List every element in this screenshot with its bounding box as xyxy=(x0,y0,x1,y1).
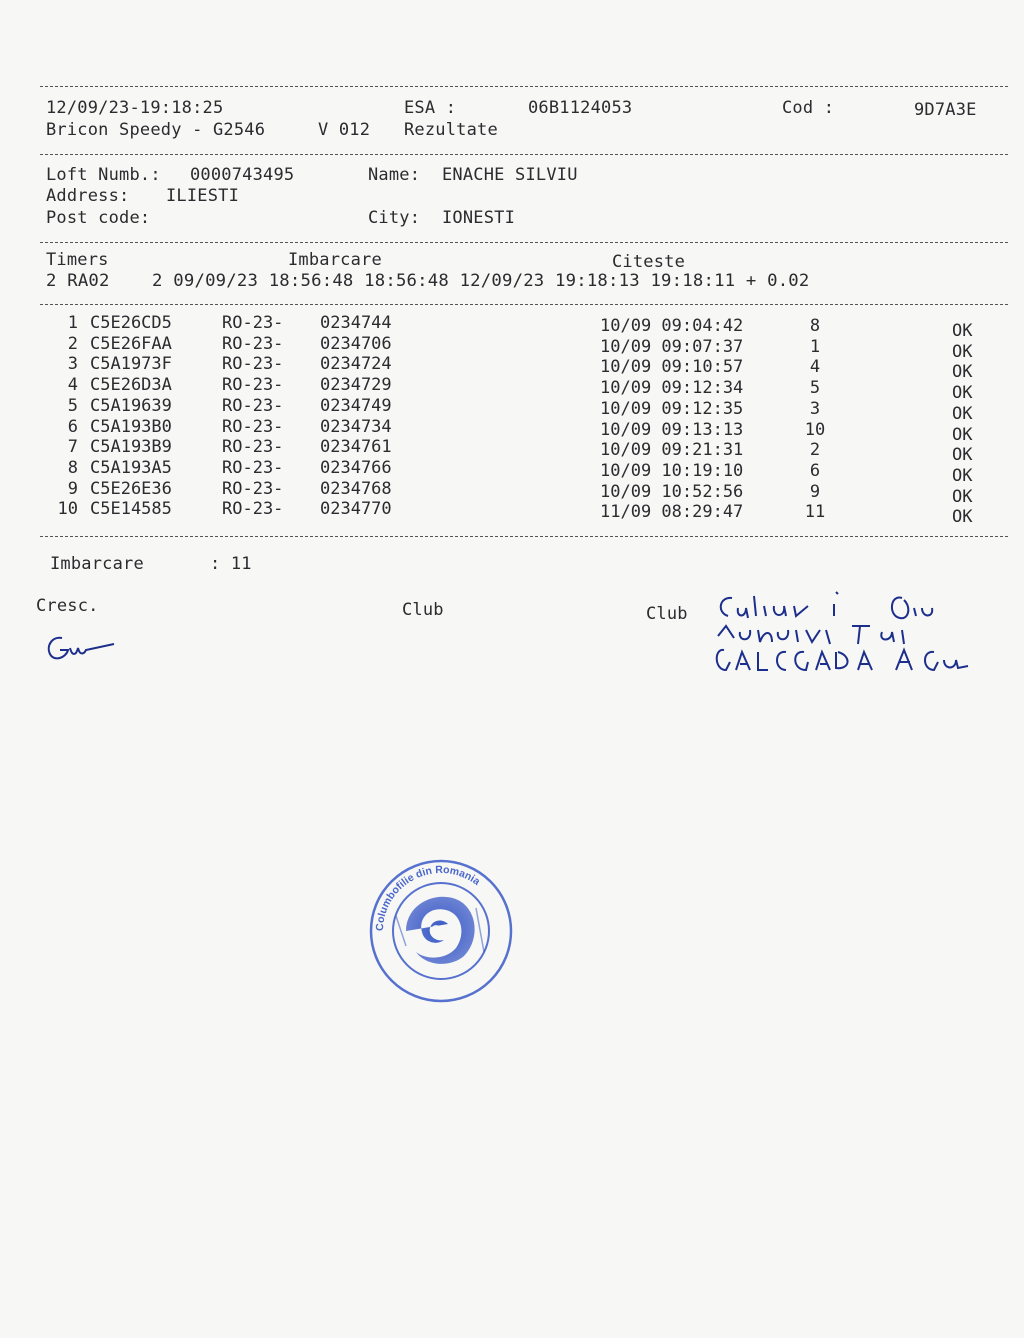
arrival-rank: 2 xyxy=(809,440,821,461)
separator-header xyxy=(40,154,1008,155)
table-row xyxy=(0,435,1024,466)
arrival-rank: 4 xyxy=(809,357,821,378)
citeste-heading: Citeste xyxy=(612,252,686,272)
status-ok: OK xyxy=(952,362,973,383)
chip-id: C5E26FAA xyxy=(90,333,172,354)
arrival-rank: 5 xyxy=(809,378,821,399)
table-row xyxy=(0,354,1024,383)
loft-number-label: Loft Numb.: xyxy=(46,165,161,185)
separator-results xyxy=(40,536,1008,537)
city-label: City: xyxy=(368,208,421,228)
name-label: Name: xyxy=(368,165,421,185)
ring-series: RO-23- xyxy=(222,457,284,478)
table-row xyxy=(0,415,1024,445)
ring-number: 0234768 xyxy=(320,478,392,499)
status-ok: OK xyxy=(952,507,973,528)
ring-number: 0234744 xyxy=(320,313,392,333)
table-row xyxy=(0,313,1024,341)
timers-label: Timers xyxy=(46,250,109,270)
status-ok: OK xyxy=(952,403,973,424)
ring-series: RO-23- xyxy=(222,499,284,520)
table-row xyxy=(0,395,1024,424)
cresc-label: Cresc. xyxy=(36,596,99,616)
ring-number: 0234734 xyxy=(320,416,392,437)
post-code-label: Post code: xyxy=(46,208,151,228)
device-name: Bricon Speedy - G2546 xyxy=(46,120,266,140)
arrival-time: 10/09 09:12:34 xyxy=(600,378,744,399)
chip-id: C5E26E36 xyxy=(90,478,172,499)
row-number: 10 xyxy=(57,499,78,520)
arrival-time: 10/09 09:12:35 xyxy=(600,398,744,419)
table-row xyxy=(0,497,1024,528)
arrival-rank: 6 xyxy=(809,460,821,481)
cod-value: 9D7A3E xyxy=(914,100,977,120)
ring-series: RO-23- xyxy=(222,437,284,458)
chip-id: C5A193A5 xyxy=(90,457,172,478)
arrival-rank: 3 xyxy=(809,398,821,419)
city-value: IONESTI xyxy=(442,208,516,228)
ring-series: RO-23- xyxy=(222,478,284,499)
arrival-rank: 9 xyxy=(809,481,821,502)
ring-number: 0234729 xyxy=(320,375,392,396)
esa-label: ESA : xyxy=(404,98,457,118)
ring-series: RO-23- xyxy=(222,395,284,416)
arrival-time: 10/09 09:13:13 xyxy=(600,419,744,440)
club-handwritten-note xyxy=(712,586,992,676)
ring-series: RO-23- xyxy=(222,375,284,396)
address-value: ILIESTI xyxy=(166,186,240,206)
arrival-time: 10/09 09:10:57 xyxy=(600,357,744,378)
firmware-version: V 012 xyxy=(318,120,371,140)
row-number: 9 xyxy=(67,478,78,499)
arrival-time: 10/09 10:52:56 xyxy=(600,481,744,502)
ring-number: 0234766 xyxy=(320,457,392,478)
separator-loft xyxy=(40,242,1008,243)
ring-series: RO-23- xyxy=(222,333,284,354)
esa-value: 06B1124053 xyxy=(528,98,633,118)
row-number: 5 xyxy=(67,395,78,416)
table-row xyxy=(0,476,1024,507)
arrival-time: 10/09 09:07:37 xyxy=(600,336,744,357)
arrival-rank: 8 xyxy=(809,316,821,336)
club-label-1: Club xyxy=(402,600,444,620)
separator-top xyxy=(40,86,1008,87)
row-number: 3 xyxy=(67,354,78,375)
row-number: 8 xyxy=(67,457,78,478)
ring-series: RO-23- xyxy=(222,416,284,437)
status-ok: OK xyxy=(952,424,973,445)
separator-timers xyxy=(40,304,1008,305)
imbarcare-heading: Imbarcare xyxy=(288,250,382,270)
chip-id: C5E26D3A xyxy=(90,375,172,396)
loft-number-value: 0000743495 xyxy=(190,165,295,185)
cod-label: Cod : xyxy=(782,98,835,118)
ring-number: 0234706 xyxy=(320,333,392,354)
arrival-time: 10/09 09:21:31 xyxy=(600,440,744,461)
row-number: 6 xyxy=(67,416,78,437)
arrival-time: 10/09 09:04:42 xyxy=(600,316,744,336)
status-ok: OK xyxy=(952,445,973,466)
ring-number: 0234761 xyxy=(320,437,392,458)
arrival-rank: 11 xyxy=(804,502,826,523)
chip-id: C5A193B0 xyxy=(90,416,172,437)
chip-id: C5A1973F xyxy=(90,354,172,375)
table-row xyxy=(0,456,1024,486)
status-ok: OK xyxy=(952,321,973,341)
ring-number: 0234724 xyxy=(320,354,392,375)
arrival-rank: 1 xyxy=(809,336,821,357)
ring-number: 0234749 xyxy=(320,395,392,416)
row-number: 1 xyxy=(67,313,78,333)
status-ok: OK xyxy=(952,341,973,362)
arrival-time: 11/09 08:29:47 xyxy=(600,502,744,523)
ring-series: RO-23- xyxy=(222,313,284,333)
row-number: 7 xyxy=(67,437,78,458)
timer-line: 2 RA02 2 09/09/23 18:56:48 18:56:48 12/09/23 19:18:13 19:18:11 + 0.02 xyxy=(46,271,810,291)
report-type: Rezultate xyxy=(404,120,498,140)
arrival-time: 10/09 10:19:10 xyxy=(600,460,744,481)
status-ok: OK xyxy=(952,465,973,486)
imbarcare-total-value: : 11 xyxy=(210,554,252,574)
ring-number: 0234770 xyxy=(320,499,392,520)
table-row xyxy=(0,374,1024,404)
club-label-2: Club xyxy=(646,604,688,624)
chip-id: C5A19639 xyxy=(90,395,172,416)
status-ok: OK xyxy=(952,486,973,507)
imbarcare-total-label: Imbarcare xyxy=(50,554,144,574)
name-value: ENACHE SILVIU xyxy=(442,165,578,185)
row-number: 2 xyxy=(67,333,78,354)
svg-text:Columbofilie din Romania: Columbofilie din Romania xyxy=(373,863,483,932)
breeder-signature xyxy=(44,628,124,668)
chip-id: C5A193B9 xyxy=(90,437,172,458)
print-datetime: 12/09/23-19:18:25 xyxy=(46,98,224,118)
arrival-rank: 10 xyxy=(804,419,826,440)
federation-stamp xyxy=(366,856,516,1006)
row-number: 4 xyxy=(67,375,78,396)
status-ok: OK xyxy=(952,383,973,404)
address-label: Address: xyxy=(46,186,130,206)
chip-id: C5E14585 xyxy=(90,499,172,520)
ring-series: RO-23- xyxy=(222,354,284,375)
chip-id: C5E26CD5 xyxy=(90,313,172,333)
table-row xyxy=(0,333,1024,362)
